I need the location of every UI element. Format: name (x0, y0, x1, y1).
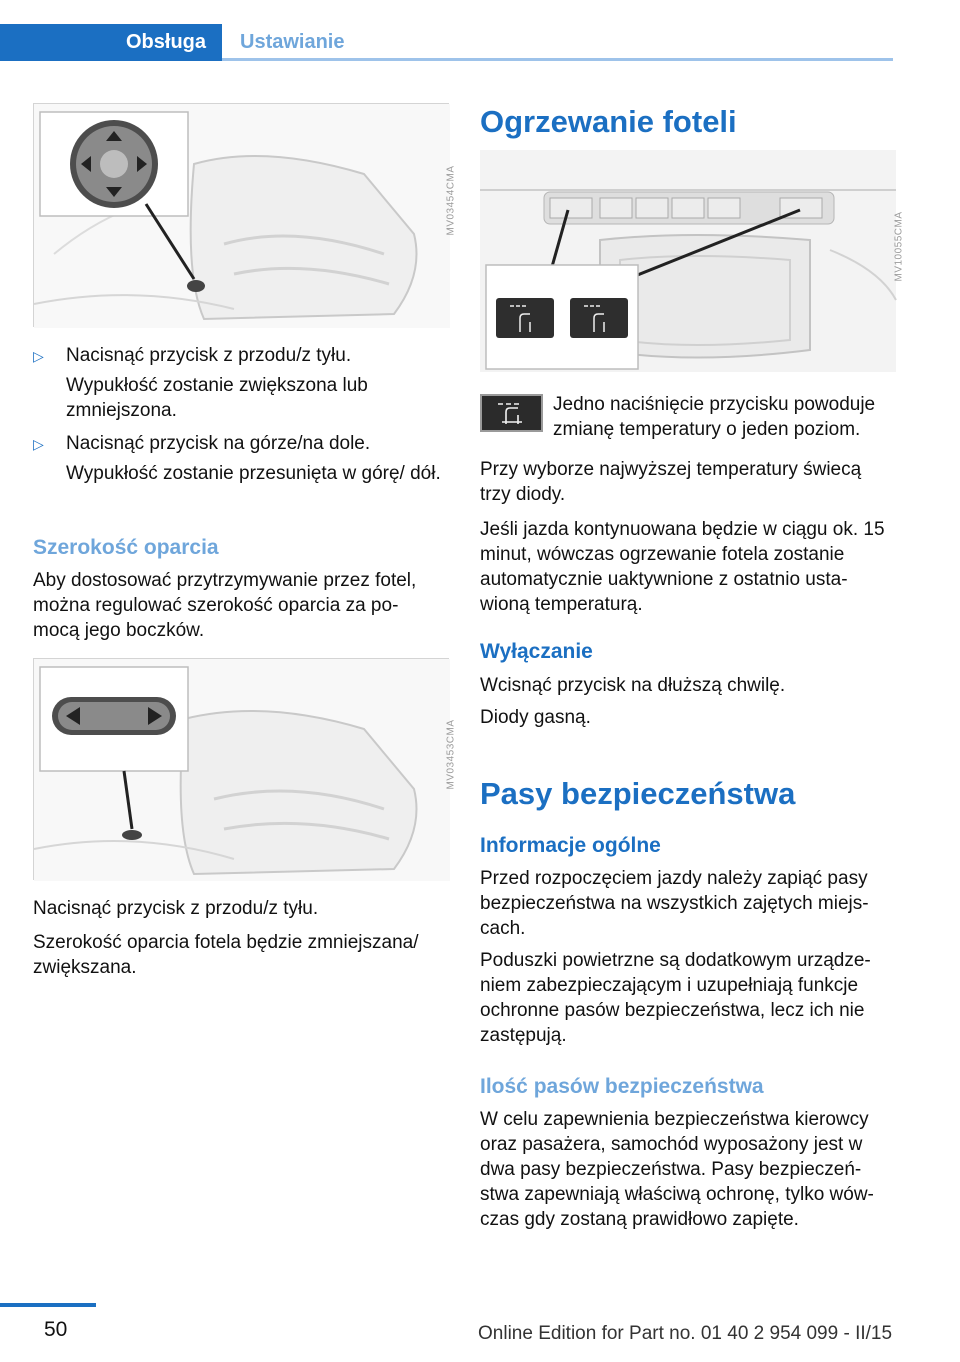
off-result: Diody gasną. (480, 707, 591, 728)
subheading-general: Informacje ogólne (480, 834, 661, 857)
bullet-detail: Wypukłość zostanie przesunięta w górę/ dół. (66, 463, 441, 484)
bullet-detail: Wypukłość zostanie zwiększona lub zmniejszona. (66, 375, 368, 421)
figure-code: MV10055CMA (893, 211, 905, 282)
seat-heating-figure (480, 150, 905, 372)
paragraph: Przed rozpoczęciem jazdy należy zapiąć pasy bezpieczeństwa na wszystkich zajętych miejs- cach. (480, 868, 869, 939)
paragraph: Jeśli jazda kontynuowana będzie w ciągu ok. 15 minut, wówczas ogrzewanie fotela zostanie automatycznie uaktywnione z ostatnio usta- wioną temperaturą. (480, 519, 885, 615)
section-text: Aby dostosować przytrzymywanie przez fotel, można regulować szerokość oparcia za po- mocą jego boczków. (33, 570, 417, 641)
subheading-off: Wyłączanie (480, 640, 593, 663)
width-instruction: Nacisnąć przycisk z przodu/z tyłu. (33, 898, 319, 919)
section-title: Szerokość oparcia (33, 536, 219, 559)
heading-seat-heating: Ogrzewanie foteli (480, 104, 737, 139)
paragraph: Poduszki powietrzne są dodatkowym urządze- niem zabezpieczającym i uzupełniają funkcje ochronne pasów bezpieczeństwa, lecz ich nie zastępują. (480, 950, 871, 1046)
edition-text: Online Edition for Part no. 01 40 2 954 099 - II/15 (478, 1323, 893, 1344)
header-rule (222, 58, 893, 61)
triangle-bullet-icon: ▷ (33, 348, 44, 364)
seat-heating-button-icon (480, 394, 543, 432)
paragraph: W celu zapewnienia bezpieczeństwa kierowcy oraz pasażera, samochód wyposażony jest w dwa pasy bezpieczeństwa. Pasy bezpieczeń- stwa zapewniają właściwą ochronę, tylko wów- czas gdy zostaną prawidłowo zapięte. (480, 1109, 874, 1230)
header-tabs (0, 24, 893, 64)
figure-code: MV03454CMA (445, 165, 457, 236)
tab-ustawianie[interactable]: Ustawianie (240, 31, 345, 53)
seat-lumbar-figure (33, 103, 457, 327)
seat-width-figure (33, 658, 457, 880)
width-result: Szerokość oparcia fotela będzie zmniejszana/ zwiększana. (33, 932, 419, 978)
footer-rule (0, 1303, 96, 1307)
bullet-title: Nacisnąć przycisk na górze/na dole. (66, 433, 371, 454)
seat-heating-description: Jedno naciśnięcie przycisku powoduje zmianę temperatury o jeden poziom. (553, 394, 876, 440)
page-number: 50 (44, 1318, 68, 1341)
triangle-bullet-icon: ▷ (33, 436, 44, 452)
heading-seatbelts: Pasy bezpieczeństwa (480, 776, 796, 811)
bullet-title: Nacisnąć przycisk z przodu/z tyłu. (66, 345, 352, 366)
figure-code: MV03453CMA (445, 719, 457, 790)
off-instruction: Wcisnąć przycisk na dłuższą chwilę. (480, 675, 786, 696)
subheading-belt-count: Ilość pasów bezpieczeństwa (480, 1075, 764, 1098)
paragraph: Przy wyborze najwyższej temperatury świecą trzy diody. (480, 459, 862, 505)
tab-obsluga[interactable]: Obsługa (0, 24, 222, 61)
